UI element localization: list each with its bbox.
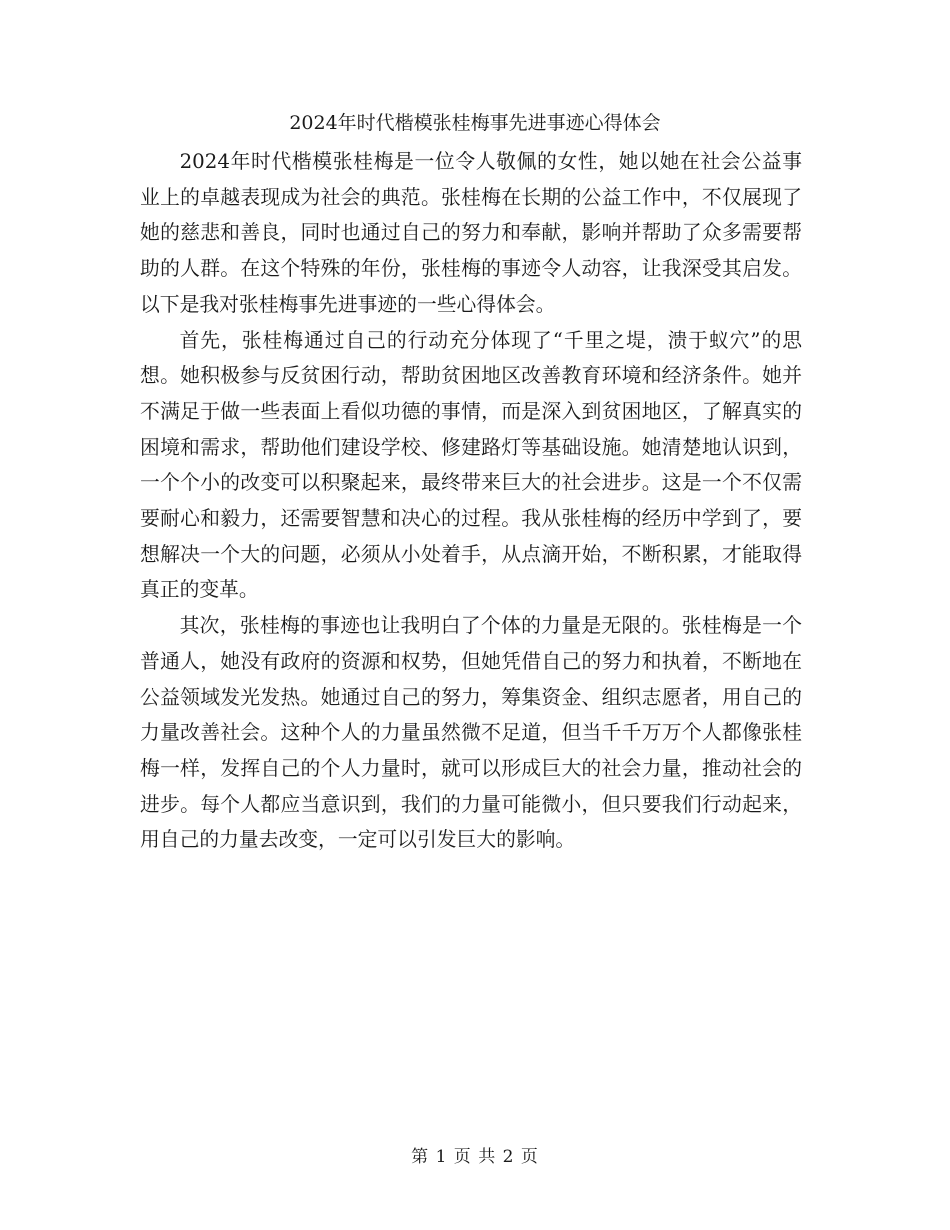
paragraph-first-point: 首先，张桂梅通过自己的行动充分体现了“千里之堤，溃于蚁穴”的思想。她积极参与反贫困行动，帮助贫困地区改善教育环境和经济条件。她并不满足于做一些表面上看似功德的事情，而是深入到贫困地区，了解真实的困境和需求，帮助他们建设学校、修建路灯等基础设施。她清楚地认识到，一个个小的改变可以积聚起来，最终带来巨大的社会进步。这是一个不仅需要耐心和毅力，还需要智慧和决心的过程。我从张桂梅的经历中学到了，要想解决一个大的问题，必须从小处着手，从点滴开始，不断积累，才能取得真正的变革。 [140, 328, 802, 602]
document-title: 2024年时代楷模张桂梅事先进事迹心得体会 [289, 112, 661, 134]
paragraph-second-point: 其次，张桂梅的事迹也让我明白了个体的力量是无限的。张桂梅是一个普通人，她没有政府的资源和权势，但她凭借自己的努力和执着，不断地在公益领域发光发热。她通过自己的努力，筹集资金、组织志愿者，用自己的力量改善社会。这种个人的力量虽然微不足道，但当千千万万个人都像张桂梅一样，发挥自己的个人力量时，就可以形成巨大的社会力量，推动社会的进步。每个人都应当意识到，我们的力量可能微小，但只要我们行动起来，用自己的力量去改变，一定可以引发巨大的影响。 [140, 614, 802, 852]
page-number-footer: 第 1 页 共 2 页 [411, 1147, 539, 1167]
paragraph-intro: 2024年时代楷模张桂梅是一位令人敬佩的女性，她以她在社会公益事业上的卓越表现成为社会的典范。张桂梅在长期的公益工作中，不仅展现了她的慈悲和善良，同时也通过自己的努力和奉献，影响并帮助了众多需要帮助的人群。在这个特殊的年份，张桂梅的事迹令人动容，让我深受其启发。以下是我对张桂梅事先进事迹的一些心得体会。 [140, 150, 802, 316]
document-body [140, 144, 802, 858]
